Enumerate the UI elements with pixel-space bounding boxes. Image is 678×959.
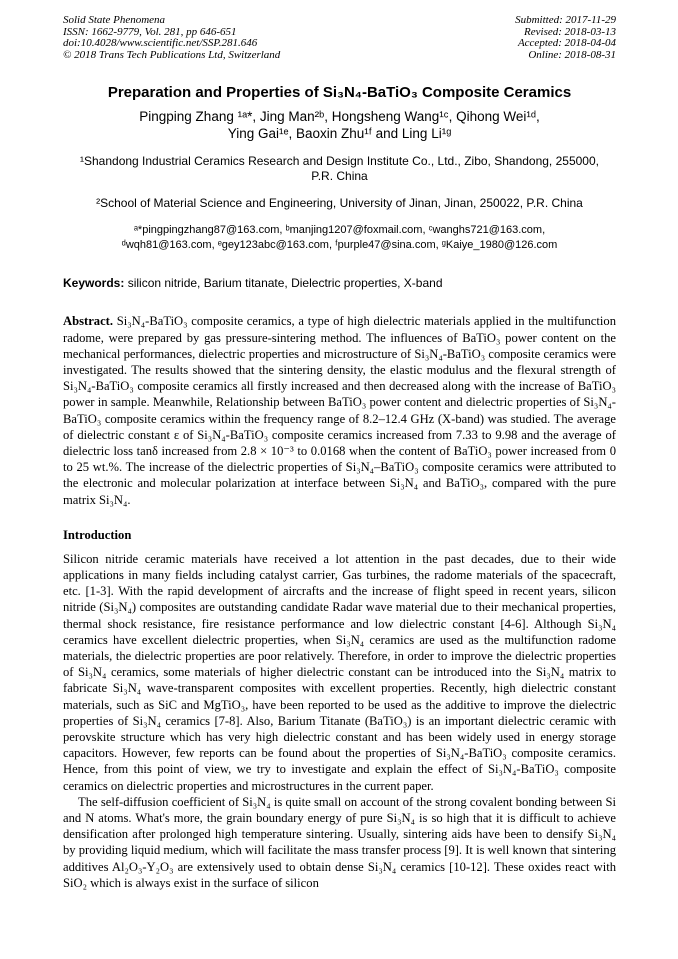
journal-header bbox=[63, 15, 616, 61]
issn-volume-line: ISSN: 1662-9779, Vol. 281, pp 646-651 bbox=[63, 25, 237, 38]
abstract-text: Si₃N₄-BaTiO₃ composite ceramics, a type of high dielectric materials applied in the multifunction radome, were prepared by gas pressure-sintering method. The influences of BaTiO₃ power content on the mechanical performances, dielectric properties and microstructure of Si₃N₄-BaTiO₃ composite ceramics were investigated. The results showed that the sintering density, the elastic modulus and the flexural strength of Si₃N₄-BaTiO₃ composite ceramics all firstly increased and then decreased along with the increase of BaTiO₃ power in sample. Meanwhile, Relationship between BaTiO₃ power content and dielectric properties of Si₃N₄-BaTiO₃ composite ceramics within the frequency range of 8.2–12.4 GHz (X-band) was studied. The average of dielectric constant ε of Si₃N₄-BaTiO₃ composite ceramics increased from 7.33 to 9.98 and the average of dielectric loss tanδ increased from 2.8 × 10⁻³ to 0.0168 when the content of BaTiO₃ power increased from 0 to 25 wt.%. The increase of the dielectric properties of Si₃N₄–BaTiO₃ composite ceramics were attributed to the electronic and molecular polarization at interface between Si₃N₄ and BaTiO₃, compared with the pure matrix Si₃N₄. bbox=[63, 314, 616, 507]
paper-title: Preparation and Properties of Si₃N₄-BaTiO₃ Composite Ceramics bbox=[107, 84, 572, 102]
affiliation-1: ¹Shandong Industrial Ceramics Research and Design Institute Co., Ltd., Zibo, Shandong, 255000, P.R. China bbox=[80, 154, 599, 184]
emails-line-1: ᵃ*pingpingzhang87@163.com, ᵇmanjing1207@foxmail.com, ᶜwanghs721@163.com, bbox=[133, 224, 546, 237]
accepted-date: Accepted: 2018-04-04 bbox=[517, 37, 616, 50]
journal-name: Solid State Phenomena bbox=[63, 14, 166, 26]
section-heading-introduction: Introduction bbox=[63, 527, 132, 542]
author-emails-block bbox=[63, 223, 616, 252]
authors-line-2: Ying Gai¹ᵉ, Baoxin Zhu¹ᶠ and Ling Li¹ᵍ bbox=[227, 126, 452, 142]
keywords-text: silicon nitride, Barium titanate, Dielectric properties, X-band bbox=[124, 276, 443, 291]
submitted-date: Submitted: 2017-11-29 bbox=[515, 14, 616, 26]
emails-line-2: ᵈwqh81@163.com, ᵉgey123abc@163.com, ᶠpurple47@sina.com, ᵍKaiye_1980@126.com bbox=[121, 238, 558, 251]
abstract-paragraph bbox=[63, 313, 616, 507]
journal-info-block bbox=[63, 15, 280, 61]
affiliation-2: ²School of Material Science and Engineering, University of Jinan, Jinan, 250022, P.R. China bbox=[96, 196, 583, 211]
authors-line-1: Pingping Zhang ¹ᵃ*, Jing Man²ᵇ, Hongsheng Wang¹ᶜ, Qihong Wei¹ᵈ, bbox=[139, 109, 540, 125]
doi-line: doi:10.4028/www.scientific.net/SSP.281.646 bbox=[63, 37, 258, 50]
intro-paragraph-1: Silicon nitride ceramic materials have received a lot attention in the past decades, due to their wide applications in many fields including catalyst carrier, Gas turbines, the radome materials of the spacecraft, etc. [1-3]. With the rapid development of aircrafts and the increase of flight speed in recent years, silicon nitride (Si₃N₄) composites are outstanding candidate Radar wave material due to their mechanical properties, thermal shock resistance, fire resistance performance and low dielectric constant [4-6]. Although Si₃N₄ ceramics have excellent dielectric properties, when Si₃N₄ ceramics are used as the multifunction radome materials, the dielectric properties are poor relatively. Therefore, in order to improve the dielectric properties of Si₃N₄ ceramics, some materials of higher dielectric constant can be introduced into the Si₃N₄ matrix to fabricate Si₃N₄ wave-transparent composites with excellent properties. Recently, high dielectric constant materials, such as SiC and MgTiO₃, have been reported to be used as the additive to improve the dielectric properties of Si₃N₄ ceramics [7-8]. Also, Barium Titanate (BaTiO₃) is an important dielectric ceramic with perovskite structure which has very high dielectric constant and has been widely used in energy storage capacitors. However, few reports can be found about the properties of Si₃N₄-BaTiO₃ composite ceramics. Hence, from this point of view, we try to investigate and explain the effect of Si₃N₄-BaTiO₃ composite ceramics on dielectric properties and microstructures in the current paper. bbox=[63, 551, 616, 793]
intro-paragraph-2: The self-diffusion coefficient of Si₃N₄ is quite small on account of the strong covalent bonding between Si and N atoms. What's more, the grain boundary energy of pure Si₃N₄ is so high that it is difficult to achieve densification after prolonged high temperature sintering. Usually, sintering aids have been to densify Si₃N₄ by providing liquid medium, which will facilitate the mass transfer process [9]. It is well known that sintering additives Al₂O₃-Y₂O₃ are extensively used to obtain dense Si₃N₄ ceramics [10-12]. These oxides react with SiO₂ which is always exist in the surface of silicon bbox=[63, 794, 616, 890]
submission-dates-block bbox=[515, 15, 616, 61]
revised-date: Revised: 2018-03-13 bbox=[524, 25, 616, 38]
online-date: Online: 2018-08-31 bbox=[528, 48, 616, 61]
abstract-label: Abstract. bbox=[63, 314, 114, 329]
keywords-line bbox=[63, 276, 616, 291]
authors-block bbox=[63, 108, 616, 142]
copyright-line: © 2018 Trans Tech Publications Ltd, Switzerland bbox=[63, 48, 281, 61]
keywords-label: Keywords: bbox=[63, 276, 125, 291]
